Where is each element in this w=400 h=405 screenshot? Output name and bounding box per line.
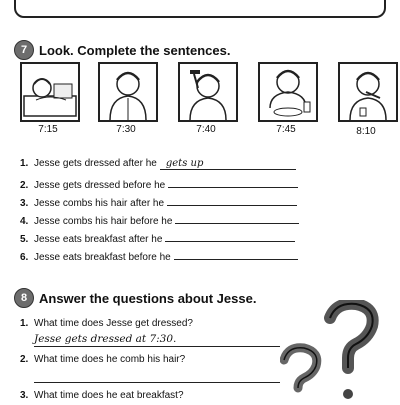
picture-jesse-brushing-teeth [338,62,398,122]
section-number-badge: 7 [14,40,34,60]
sentence-item [20,194,297,209]
picture-jesse-in-bed [20,62,80,122]
question-text: What time does Jesse get dressed? [34,318,193,329]
time-label: 7:15 [38,124,58,135]
sentence-number: 4. [20,216,29,227]
answer-blank[interactable]: gets up [160,158,296,170]
section-heading: Look. Complete the sentences. [39,42,231,58]
question-number: 3. [20,390,29,401]
sentence-number: 2. [20,180,29,191]
answer-line[interactable] [34,368,280,383]
answer-blank[interactable] [174,248,298,260]
time-label: 7:30 [116,124,136,135]
sentence-text: Jesse eats breakfast after he [34,234,163,245]
question-text: What time does he comb his hair? [34,354,186,365]
answer-blank[interactable] [175,212,299,224]
question-number: 2. [20,354,29,365]
question-text: What time does he eat breakfast? [34,390,184,401]
picture-jesse-combing-hair [178,62,238,122]
question-item [20,390,184,401]
sentence-text: Jesse combs his hair after he [34,198,165,209]
question-item [20,354,185,365]
sentence-number: 6. [20,252,29,263]
sentence-item [20,176,298,191]
answer-blank[interactable] [165,230,295,242]
time-label: 7:45 [276,124,296,135]
picture-strip [20,62,382,172]
answer-blank[interactable] [167,194,297,206]
time-label: 7:40 [196,124,216,135]
question-number: 1. [20,318,29,329]
answer-blank[interactable] [168,176,298,188]
sentence-number: 5. [20,234,29,245]
sentence-item [20,248,298,263]
picture-jesse-dressing [98,62,158,122]
sentence-text: Jesse eats breakfast before he [34,252,171,263]
sentence-item [20,158,296,170]
sentence-item [20,230,295,245]
question-item [20,318,193,329]
picture-jesse-eating-breakfast [258,62,318,122]
top-banner [14,0,386,18]
answer-line[interactable]: Jesse gets dressed at 7:30. [34,332,280,347]
question-marks-illustration [280,300,400,400]
section-heading: Answer the questions about Jesse. [39,290,257,306]
sentence-text: Jesse gets dressed after he [34,158,157,169]
sentence-item [20,212,299,227]
section-look-header [14,40,230,60]
sentence-text: Jesse gets dressed before he [34,180,166,191]
sentence-number: 3. [20,198,29,209]
section-number-badge: 8 [14,288,34,308]
sentence-text: Jesse combs his hair before he [34,216,173,227]
sentence-number: 1. [20,158,29,169]
time-label: 8:10 [356,126,376,137]
section-answer-header [14,288,256,308]
